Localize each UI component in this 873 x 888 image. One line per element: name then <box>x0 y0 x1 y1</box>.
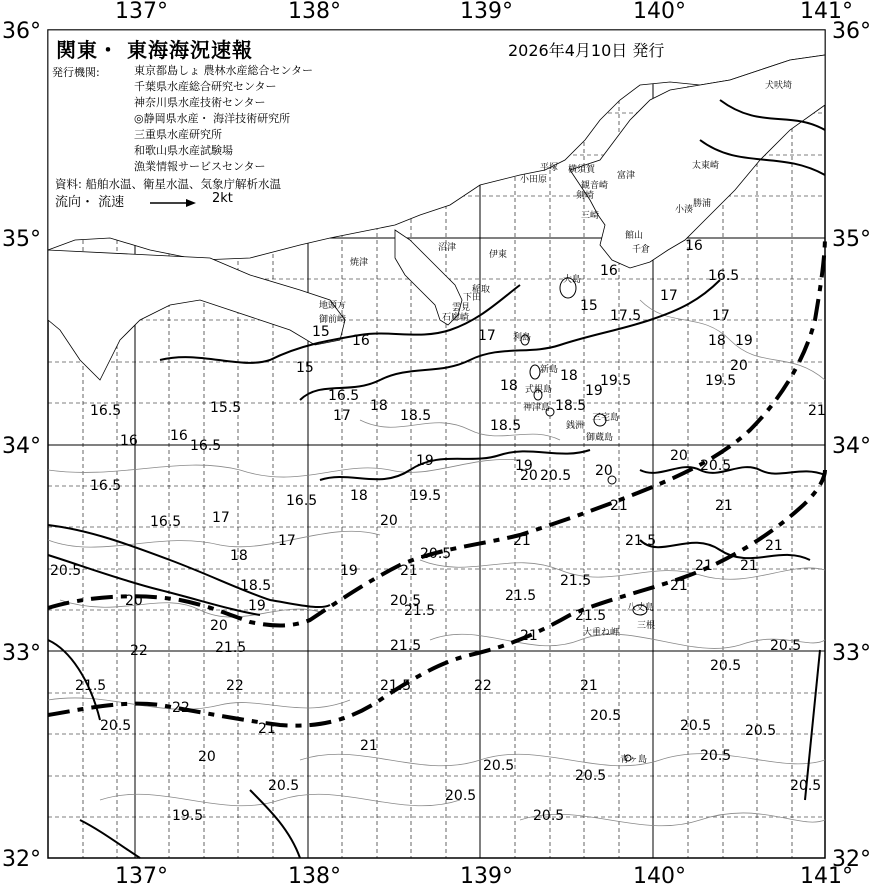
svg-text:青ヶ島: 青ヶ島 <box>620 755 648 765</box>
svg-text:15: 15 <box>312 324 330 340</box>
lat-label: 32° <box>2 847 41 872</box>
svg-text:15: 15 <box>296 360 314 376</box>
svg-text:小湊: 小湊 <box>675 205 694 215</box>
svg-text:三根: 三根 <box>637 621 656 631</box>
svg-text:稲取: 稲取 <box>472 285 491 295</box>
svg-text:15.5: 15.5 <box>210 400 242 416</box>
svg-text:21: 21 <box>513 533 531 549</box>
svg-text:剣崎: 剣崎 <box>576 191 595 201</box>
agency-item: ◎静岡県水産・ 海洋技術研究所 <box>134 112 291 125</box>
svg-text:21.5: 21.5 <box>390 638 422 654</box>
svg-text:利島: 利島 <box>513 333 532 343</box>
agency-item: 和歌山県水産試験場 <box>134 144 233 157</box>
svg-text:御前崎: 御前崎 <box>319 315 347 325</box>
issue-date: 2026年4月10日 発行 <box>505 38 667 61</box>
svg-text:20.5: 20.5 <box>390 593 422 609</box>
svg-text:19: 19 <box>585 383 603 399</box>
svg-text:八丈島: 八丈島 <box>627 603 655 613</box>
svg-text:20.5: 20.5 <box>745 723 777 739</box>
svg-text:20.5: 20.5 <box>700 458 732 474</box>
lat-label: 36° <box>2 19 41 44</box>
svg-text:21: 21 <box>360 738 378 754</box>
svg-text:16.5: 16.5 <box>190 438 222 454</box>
svg-text:16.5: 16.5 <box>328 388 360 404</box>
svg-text:21.5: 21.5 <box>560 573 592 589</box>
svg-text:21.5: 21.5 <box>505 588 537 604</box>
svg-text:17: 17 <box>278 533 296 549</box>
flow-legend-label: 流向・ 流速 <box>52 191 127 210</box>
flow-arrow-icon <box>150 198 196 208</box>
svg-text:20: 20 <box>210 618 228 634</box>
svg-text:16.5: 16.5 <box>150 514 182 530</box>
svg-text:20.5: 20.5 <box>533 808 565 824</box>
svg-text:伊東: 伊東 <box>489 250 508 260</box>
svg-text:犬吠埼: 犬吠埼 <box>765 81 793 91</box>
svg-text:20: 20 <box>380 513 398 529</box>
svg-text:21: 21 <box>695 558 713 574</box>
svg-text:20.5: 20.5 <box>710 658 742 674</box>
svg-text:20.5: 20.5 <box>483 758 515 774</box>
svg-text:21.5: 21.5 <box>625 533 657 549</box>
svg-text:19.5: 19.5 <box>705 373 737 389</box>
svg-text:18: 18 <box>370 398 388 414</box>
lon-label: 141° <box>800 0 853 24</box>
svg-text:観音崎: 観音崎 <box>581 181 609 191</box>
svg-text:18: 18 <box>230 548 248 564</box>
svg-text:20.5: 20.5 <box>420 546 452 562</box>
svg-text:21: 21 <box>765 538 783 554</box>
lat-label: 32° <box>832 847 871 872</box>
agency-item: 三重県水産研究所 <box>134 128 222 141</box>
agency-item: 神奈川県水産技術センター <box>134 96 266 109</box>
svg-text:17: 17 <box>712 308 730 324</box>
lon-label: 140° <box>633 0 686 24</box>
lon-label: 137° <box>115 0 168 24</box>
agency-item: 東京都島しょ 農林水産総合センター <box>134 64 314 77</box>
svg-text:下田: 下田 <box>463 293 482 303</box>
svg-text:17: 17 <box>478 328 496 344</box>
lon-label: 141° <box>800 864 853 888</box>
svg-text:16.5: 16.5 <box>286 493 318 509</box>
svg-text:三宅島: 三宅島 <box>592 413 620 423</box>
data-sources: 資料: 船舶水温、衛星水温、気象庁解析水温 <box>52 176 284 192</box>
svg-text:21: 21 <box>580 678 598 694</box>
svg-text:20.5: 20.5 <box>680 718 712 734</box>
svg-text:21: 21 <box>715 498 733 514</box>
lat-label: 33° <box>2 641 41 666</box>
svg-text:雲見: 雲見 <box>452 303 471 313</box>
svg-text:16.5: 16.5 <box>708 268 740 284</box>
svg-text:平塚: 平塚 <box>540 163 559 173</box>
svg-text:19: 19 <box>735 333 753 349</box>
svg-text:20.5: 20.5 <box>445 788 477 804</box>
svg-text:16: 16 <box>120 433 138 449</box>
svg-text:21: 21 <box>258 721 276 737</box>
svg-text:17: 17 <box>212 510 230 526</box>
lat-label: 35° <box>832 227 871 252</box>
svg-text:21.5: 21.5 <box>575 608 607 624</box>
svg-text:16.5: 16.5 <box>90 478 122 494</box>
lon-labels-bottom <box>115 864 853 888</box>
svg-text:勝浦: 勝浦 <box>693 199 712 209</box>
svg-text:20.5: 20.5 <box>100 718 132 734</box>
lat-label: 33° <box>832 641 871 666</box>
svg-text:18.5: 18.5 <box>240 578 272 594</box>
svg-text:千倉: 千倉 <box>632 245 651 255</box>
svg-text:16: 16 <box>170 428 188 444</box>
svg-text:18: 18 <box>708 333 726 349</box>
svg-text:地頭方: 地頭方 <box>319 301 347 311</box>
agency-item: 千葉県水産総合研究センター <box>134 80 277 93</box>
svg-text:太東崎: 太東崎 <box>692 161 720 171</box>
svg-text:20.5: 20.5 <box>590 708 622 724</box>
svg-text:22: 22 <box>226 678 244 694</box>
svg-text:18.5: 18.5 <box>400 408 432 424</box>
svg-text:15: 15 <box>580 298 598 314</box>
svg-text:21.5: 21.5 <box>75 678 107 694</box>
svg-text:16: 16 <box>685 238 703 254</box>
svg-text:19.5: 19.5 <box>172 808 204 824</box>
agency-item: 漁業情報サービスセンター <box>134 160 266 173</box>
svg-text:21.5: 21.5 <box>380 678 412 694</box>
svg-text:20.5: 20.5 <box>790 778 822 794</box>
svg-text:19: 19 <box>515 458 533 474</box>
svg-text:16: 16 <box>600 263 618 279</box>
svg-text:21: 21 <box>610 498 628 514</box>
svg-text:大重ね岬: 大重ね岬 <box>583 628 620 638</box>
svg-text:16: 16 <box>352 333 370 349</box>
svg-text:20: 20 <box>595 463 613 479</box>
svg-text:横須賀: 横須賀 <box>568 165 596 175</box>
svg-text:19.5: 19.5 <box>410 488 442 504</box>
lon-label: 139° <box>460 864 513 888</box>
svg-text:22: 22 <box>172 700 190 716</box>
svg-text:三崎: 三崎 <box>581 211 600 221</box>
svg-text:21.5: 21.5 <box>404 603 436 619</box>
svg-text:銭洲: 銭洲 <box>566 421 585 431</box>
svg-text:19.5: 19.5 <box>600 373 632 389</box>
svg-text:21.5: 21.5 <box>215 640 247 656</box>
lat-label: 36° <box>832 19 871 44</box>
svg-text:21: 21 <box>520 628 538 644</box>
lon-label: 140° <box>633 864 686 888</box>
lon-label: 138° <box>288 864 341 888</box>
svg-text:20: 20 <box>730 358 748 374</box>
svg-text:大島: 大島 <box>563 275 582 285</box>
svg-text:17: 17 <box>333 408 351 424</box>
svg-text:20.5: 20.5 <box>540 468 572 484</box>
lon-label: 137° <box>115 864 168 888</box>
lat-label: 34° <box>2 434 41 459</box>
svg-text:18.5: 18.5 <box>555 398 587 414</box>
svg-text:20.5: 20.5 <box>770 638 802 654</box>
svg-text:19: 19 <box>416 453 434 469</box>
svg-text:19: 19 <box>248 598 266 614</box>
svg-text:21: 21 <box>808 403 826 419</box>
lat-label: 35° <box>2 227 41 252</box>
svg-text:神津島: 神津島 <box>523 403 551 413</box>
agency-label: 発行機関: <box>52 66 100 79</box>
lat-labels-right <box>832 19 871 872</box>
lon-label: 139° <box>460 0 513 24</box>
lat-label: 34° <box>832 434 871 459</box>
svg-text:18: 18 <box>560 368 578 384</box>
lon-label: 138° <box>288 0 341 24</box>
svg-text:19: 19 <box>340 563 358 579</box>
svg-text:17: 17 <box>660 288 678 304</box>
svg-text:富津: 富津 <box>617 171 636 181</box>
svg-text:20: 20 <box>125 593 143 609</box>
map-title: 関東・ 東海海況速報 <box>52 34 257 63</box>
svg-text:式根島: 式根島 <box>525 385 553 395</box>
svg-text:沼津: 沼津 <box>438 243 457 253</box>
svg-text:御蔵島: 御蔵島 <box>586 433 614 443</box>
svg-text:21: 21 <box>400 563 418 579</box>
svg-text:小田原: 小田原 <box>520 175 548 185</box>
svg-text:20: 20 <box>670 448 688 464</box>
svg-text:20: 20 <box>198 749 216 765</box>
svg-text:20.5: 20.5 <box>575 768 607 784</box>
lat-labels-left <box>2 19 41 872</box>
svg-text:17.5: 17.5 <box>610 308 642 324</box>
svg-text:館山: 館山 <box>625 231 644 241</box>
svg-text:21: 21 <box>670 578 688 594</box>
svg-text:20.5: 20.5 <box>700 748 732 764</box>
svg-text:18: 18 <box>500 378 518 394</box>
svg-text:新島: 新島 <box>540 365 559 375</box>
svg-text:石廊崎: 石廊崎 <box>442 313 470 323</box>
svg-text:20.5: 20.5 <box>50 563 82 579</box>
svg-text:21: 21 <box>740 558 758 574</box>
svg-text:20.5: 20.5 <box>268 778 300 794</box>
svg-text:16.5: 16.5 <box>90 403 122 419</box>
svg-text:18: 18 <box>350 488 368 504</box>
svg-text:18.5: 18.5 <box>490 418 522 434</box>
agency-list <box>130 63 317 175</box>
svg-text:22: 22 <box>130 643 148 659</box>
svg-text:焼津: 焼津 <box>350 258 369 268</box>
svg-text:20: 20 <box>520 468 538 484</box>
flow-scale: 2kt <box>212 191 233 206</box>
svg-text:22: 22 <box>474 678 492 694</box>
lon-labels-top <box>115 0 853 24</box>
